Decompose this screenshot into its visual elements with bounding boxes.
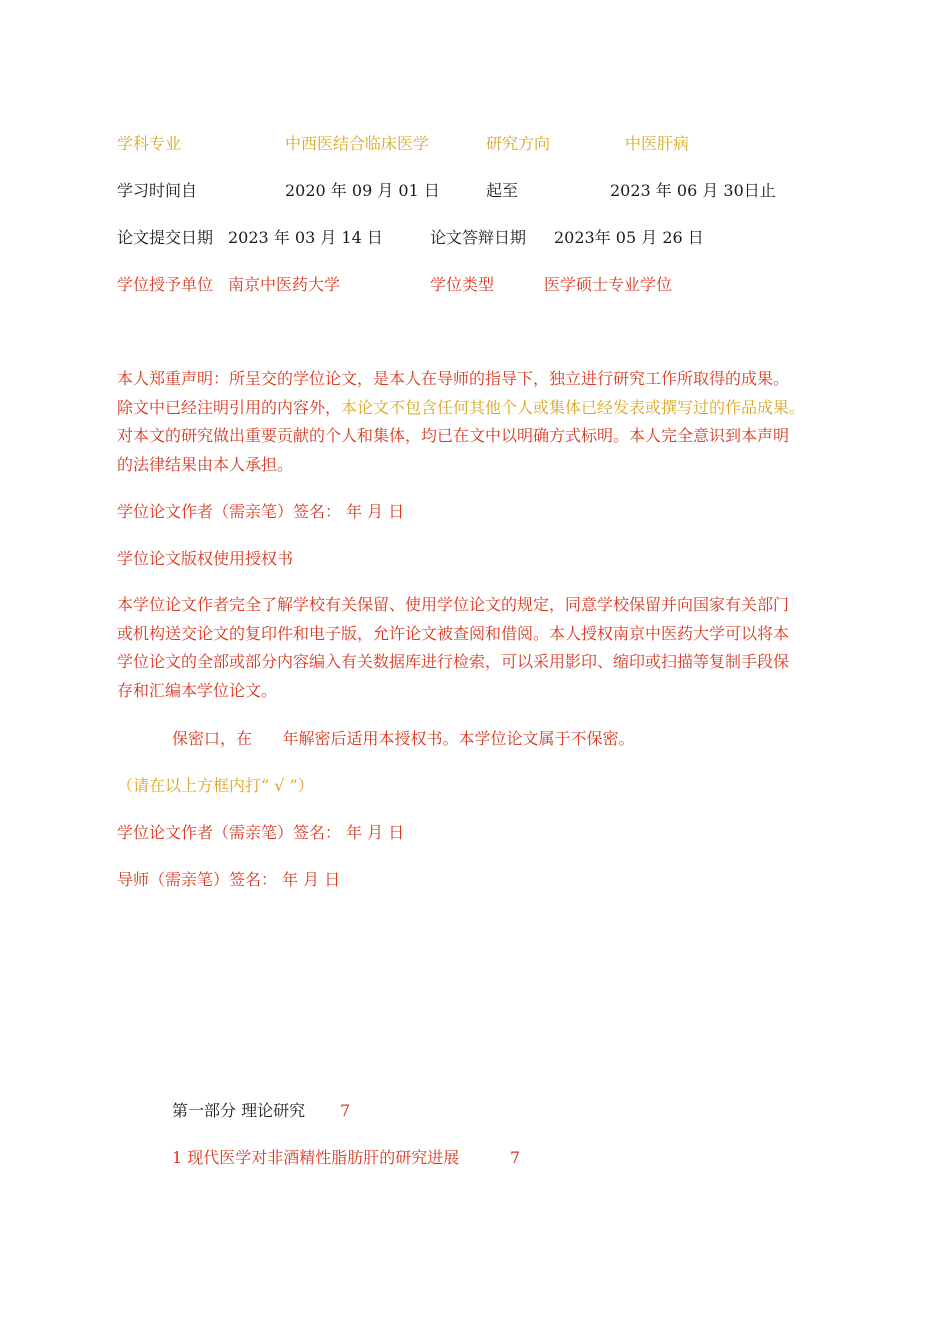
toc-item-page: 7 [340, 1101, 351, 1120]
toc-item-title: 第一部分 理论研究 [172, 1101, 306, 1120]
authorization-title: 学位论文版权使用授权书 [117, 549, 294, 568]
authorization-line: 学位论文的全部或部分内容编入有关数据库进行检索，可以采用影印、缩印或扫描等复制手段保 [117, 652, 790, 671]
direction-value: 中医肝病 [625, 134, 690, 153]
defense-date-value: 2023年 05 月 26 日 [554, 228, 704, 247]
study-from-label: 学习时间自 [117, 181, 198, 200]
study-to-value: 2023 年 06 月 30日止 [610, 181, 776, 200]
declaration-line-part: 除文中已经注明引用的内容外， [117, 397, 342, 417]
study-to-label: 起至 [486, 181, 519, 200]
degree-unit-label: 学位授予单位 [117, 275, 214, 294]
degree-type-label: 学位类型 [430, 275, 495, 294]
declaration-line-part: 本论文不包含任何其他个人或集体已经发表或撰写过的作品成果。 [341, 397, 806, 417]
authorization-line: 存和汇编本学位论文。 [117, 680, 278, 700]
declaration-line: 的法律结果由本人承担。 [117, 454, 294, 474]
authorization-line: 或机构送交论文的复印件和电子版，允许论文被查阅和借阅。本人授权南京中医药大学可以将本 [117, 623, 790, 643]
declaration-line: 对本文的研究做出重要贡献的个人和集体，均已在文中以明确方式标明。本人完全意识到本声明 [117, 426, 790, 445]
submit-date-label: 论文提交日期 [117, 228, 214, 247]
direction-label: 研究方向 [486, 134, 551, 153]
toc-item-page: 7 [510, 1148, 521, 1167]
degree-unit-value: 南京中医药大学 [228, 275, 341, 294]
checkbox-note: （请在以上方框内打“ √ ”） [117, 776, 314, 795]
major-label: 学科专业 [117, 134, 182, 153]
study-from-value: 2020 年 09 月 01 日 [285, 181, 440, 200]
authorization-line: 本学位论文作者完全了解学校有关保留、使用学位论文的规定，同意学校保留并向国家有关部门 [117, 595, 790, 614]
declaration-line [117, 394, 833, 423]
authorization-paragraph [117, 591, 833, 705]
toc-item-title: 1 现代医学对非酒精性脂肪肝的研究进展 [172, 1148, 460, 1167]
advisor-signature: 导师（需亲笔）签名： 年 月 日 [117, 870, 341, 889]
secrecy-statement: 保密口，在 年解密后适用本授权书。本学位论文属于不保密。 [172, 729, 635, 748]
declaration-paragraph [117, 365, 833, 479]
declaration-line: 本人郑重声明：所呈交的学位论文，是本人在导师的指导下，独立进行研究工作所取得的成果。 [117, 369, 790, 388]
defense-date-label: 论文答辩日期 [430, 228, 527, 247]
degree-type-value: 医学硕士专业学位 [544, 275, 673, 294]
author-signature: 学位论文作者（需亲笔）签名： 年 月 日 [117, 823, 405, 842]
declaration-signature: 学位论文作者（需亲笔）签名： 年 月 日 [117, 502, 405, 521]
major-value: 中西医结合临床医学 [285, 134, 430, 153]
submit-date-value: 2023 年 03 月 14 日 [228, 228, 383, 247]
